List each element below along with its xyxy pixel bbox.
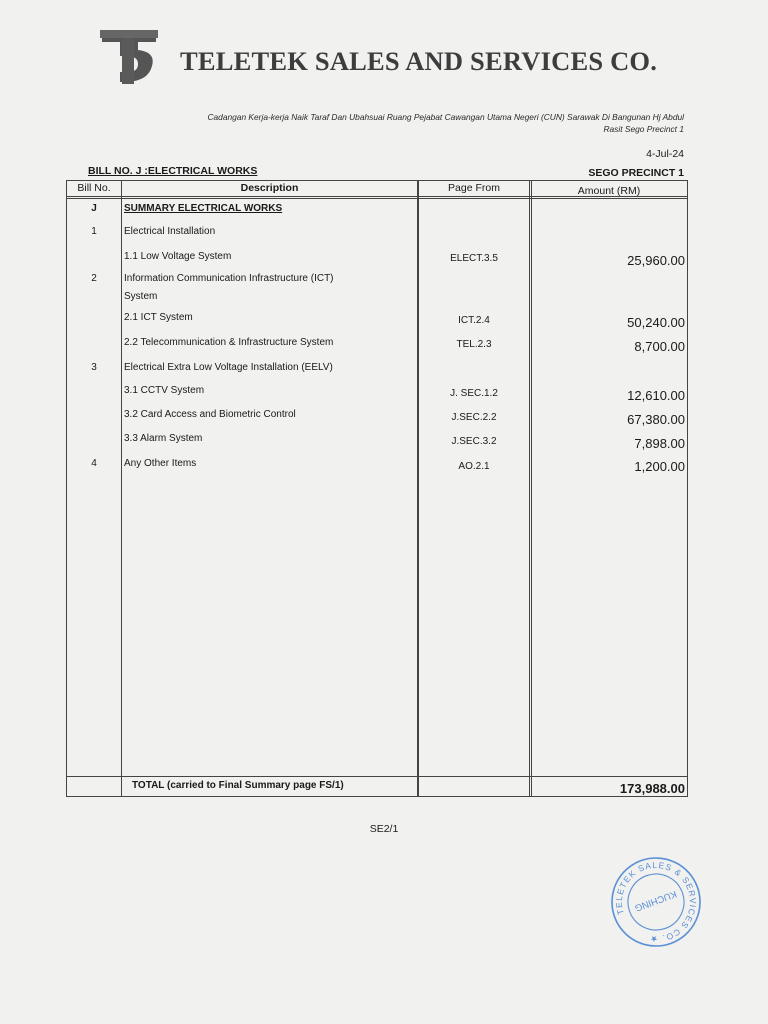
column-header-description: Description [240,182,299,194]
description-cell: 1.1 Low Voltage System [124,251,232,262]
document-date: 4-Jul-24 [646,148,684,160]
description-cell: System [124,291,158,302]
description-cell: 2.2 Telecommunication & Infrastructure System [124,337,334,348]
amount-cell: 12,610.00 [627,388,685,403]
amount-cell: 8,700.00 [634,339,685,354]
project-line-1: Cadangan Kerja-kerja Naik Taraf Dan Ubahsuai Ruang Pejabat Cawangan Utama Negeri (CUN) Sarawak Di Bangunan Hj Abdul [207,112,684,122]
column-header-bill: Bill No. [77,182,111,194]
page-cell: TEL.2.3 [456,339,492,350]
amount-cell: 7,898.00 [634,436,685,451]
header-divider [67,198,687,199]
bill-cell: J [91,203,97,214]
column-header-page: Page From [448,182,500,194]
bill-cell: 3 [91,362,97,373]
page-reference: SE2/1 [369,823,399,835]
page-cell: ICT.2.4 [458,315,490,326]
project-description [124,111,684,135]
column-divider [531,181,532,796]
amount-cell: 25,960.00 [627,253,685,268]
page-cell: ELECT.3.5 [450,253,498,264]
company-name: TELETEK SALES AND SERVICES CO. [180,46,658,76]
description-cell: Any Other Items [124,458,197,469]
total-label: TOTAL (carried to Final Summary page FS/1) [132,780,344,791]
stamp-center-text: KUCHING [633,887,678,914]
amount-cell: 50,240.00 [627,315,685,330]
bill-title: BILL NO. J :ELECTRICAL WORKS [88,165,258,177]
page-cell: J.SEC.3.2 [451,436,497,447]
page-cell: J. SEC.1.2 [450,388,498,399]
company-stamp-icon [610,856,702,948]
project-line-2: Rasit Sego Precinct 1 [603,124,684,134]
column-divider [529,181,530,796]
column-header-amount: Amount (RM) [577,185,641,197]
amount-cell: 1,200.00 [634,459,685,474]
column-divider [121,181,122,796]
description-cell: 3.3 Alarm System [124,433,203,444]
page-cell: J.SEC.2.2 [451,412,497,423]
description-cell: 3.2 Card Access and Biometric Control [124,409,296,420]
description-cell: Information Communication Infrastructure (ICT) [124,273,334,284]
bill-summary-table [66,180,688,797]
column-divider [418,181,419,796]
description-cell: 3.1 CCTV System [124,385,205,396]
company-logo-icon [98,28,160,86]
stamp-text: TELETEK SALES & SERVICES CO. ★ [613,859,699,945]
precinct-label: SEGO PRECINCT 1 [588,167,684,179]
total-amount: 173,988.00 [619,781,685,796]
description-cell: Electrical Installation [124,226,216,237]
total-divider [67,776,687,777]
description-cell: 2.1 ICT System [124,312,193,323]
page-cell: AO.2.1 [458,461,490,472]
amount-cell: 67,380.00 [627,412,685,427]
bill-cell: 1 [91,226,97,237]
description-cell: Electrical Extra Low Voltage Installation (EELV) [124,362,333,373]
bill-cell: 2 [91,273,97,284]
bill-cell: 4 [91,458,97,469]
description-cell: SUMMARY ELECTRICAL WORKS [124,203,283,214]
